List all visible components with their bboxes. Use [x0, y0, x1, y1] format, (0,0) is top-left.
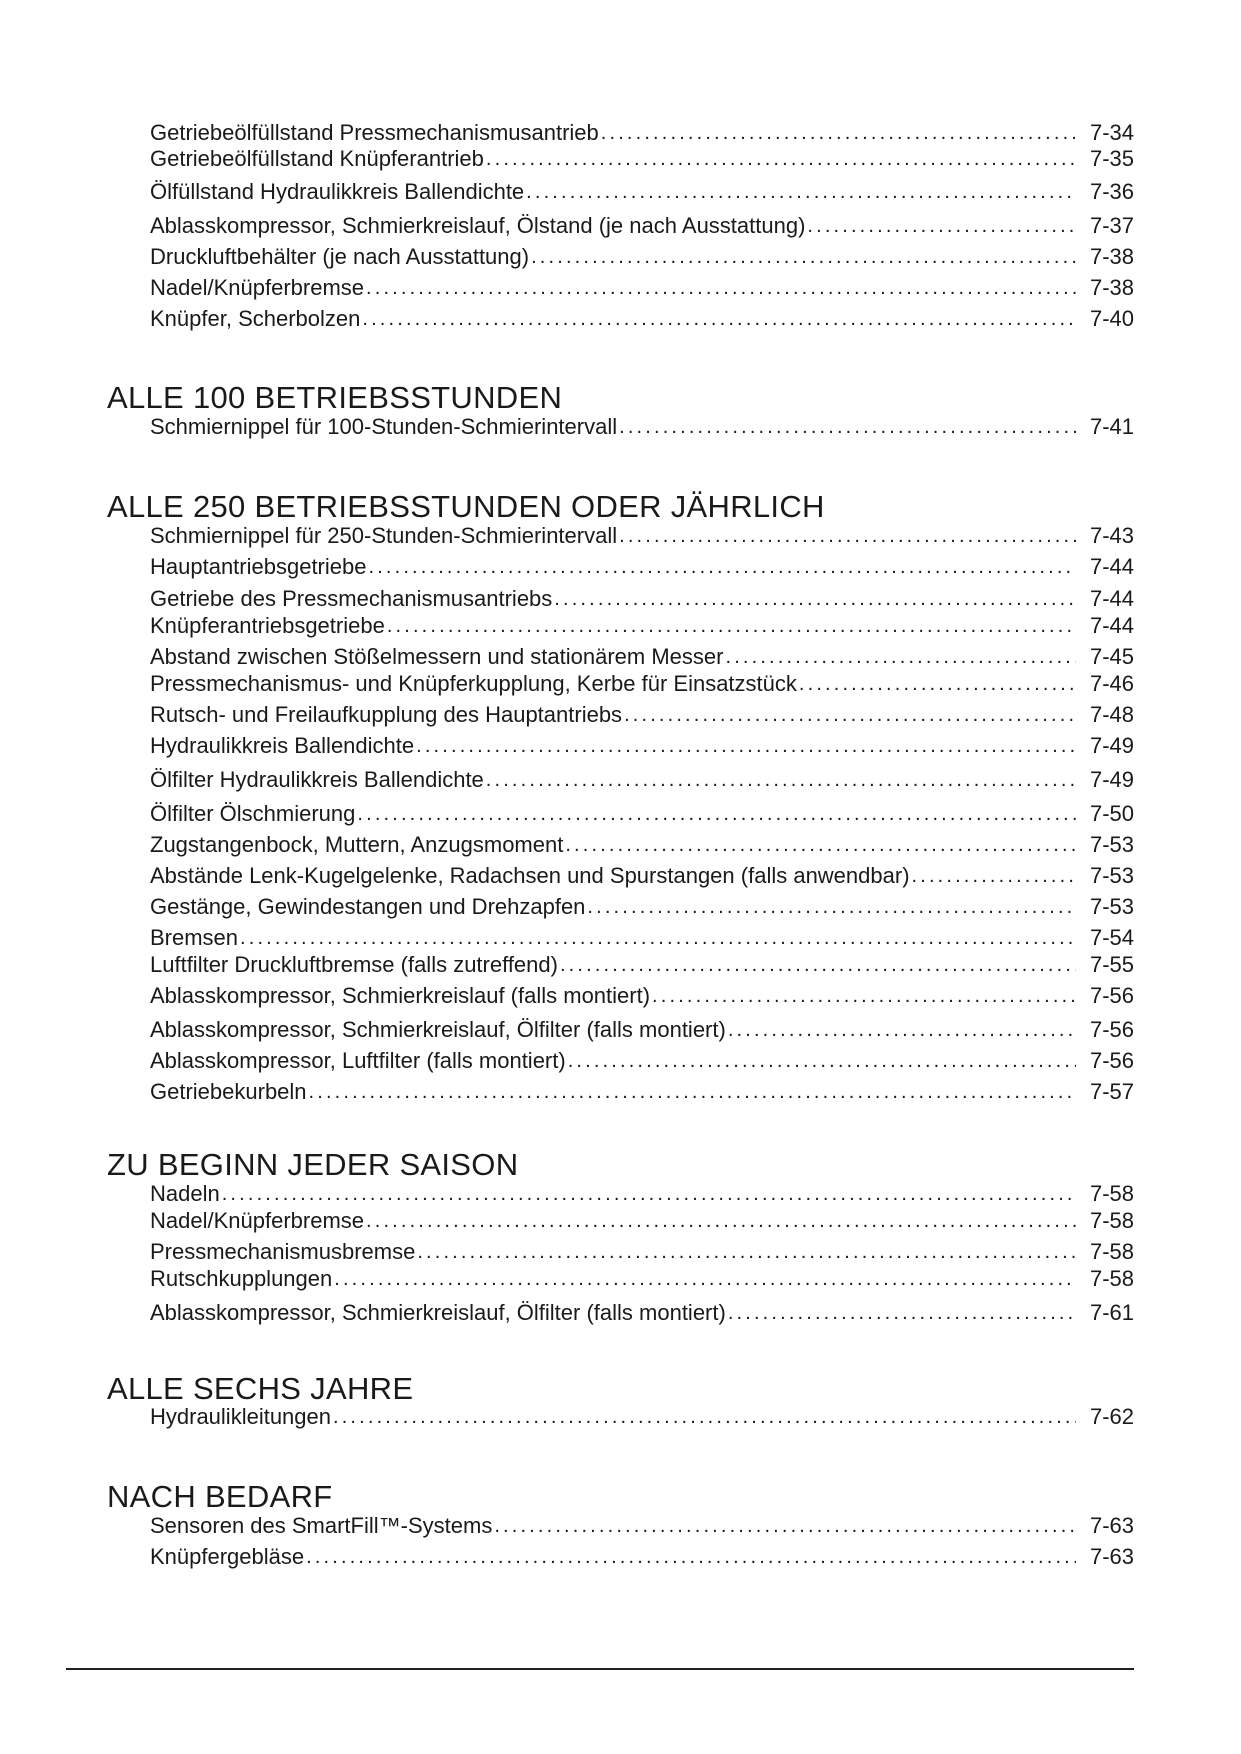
- leader-dots: [526, 179, 1076, 205]
- toc-entry-title: Knüpfergebläse: [150, 1544, 305, 1569]
- toc-entry-page: 7-37: [1089, 213, 1134, 238]
- toc-entry-title: Nadeln: [150, 1181, 220, 1206]
- leader-dots: [334, 1266, 1076, 1292]
- toc-entry-title: Ablasskompressor, Schmierkreislauf, Ölfilter (falls montiert): [150, 1017, 726, 1042]
- leader-dots: [601, 120, 1076, 146]
- toc-entry[interactable]: [150, 1046, 1134, 1074]
- section-heading: ZU BEGINN JEDER SAISON: [107, 1147, 519, 1182]
- toc-entry-page: 7-58: [1089, 1266, 1134, 1291]
- toc-entry[interactable]: [150, 1179, 1134, 1207]
- toc-entry-page: 7-48: [1089, 702, 1134, 727]
- toc-entry[interactable]: [150, 799, 1134, 827]
- toc-entry-page: 7-57: [1089, 1079, 1134, 1104]
- toc-entry[interactable]: [150, 1237, 1134, 1265]
- leader-dots: [728, 1300, 1076, 1326]
- toc-entry-page: 7-54: [1089, 925, 1134, 950]
- leader-dots: [725, 644, 1076, 670]
- toc-entry-title: Luftfilter Druckluftbremse (falls zutreffend): [150, 952, 558, 977]
- toc-entry-page: 7-40: [1089, 306, 1134, 331]
- toc-entry[interactable]: [150, 1077, 1134, 1105]
- toc-entry-page: 7-36: [1089, 179, 1134, 204]
- toc-entry-page: 7-63: [1089, 1513, 1134, 1538]
- toc-entry-title: Ölfilter Ölschmierung: [150, 801, 356, 826]
- toc-entry-title: Getriebe des Pressmechanismusantriebs: [150, 586, 553, 611]
- toc-entry-title: Bremsen: [150, 925, 239, 950]
- section-heading: ALLE SECHS JAHRE: [107, 1371, 414, 1406]
- toc-entry-title: Nadel/Knüpferbremse: [150, 1208, 365, 1233]
- toc-entry-page: 7-35: [1089, 146, 1134, 171]
- leader-dots: [333, 1404, 1076, 1430]
- leader-dots: [306, 1544, 1076, 1570]
- leader-dots: [652, 983, 1076, 1009]
- toc-entry-title: Getriebekurbeln: [150, 1079, 307, 1104]
- toc-entry-title: Ablasskompressor, Schmierkreislauf, Ölstand (je nach Ausstattung): [150, 213, 806, 238]
- leader-dots: [309, 1079, 1076, 1105]
- toc-entry-title: Gestänge, Gewindestangen und Drehzapfen: [150, 894, 586, 919]
- toc-entry-page: 7-61: [1089, 1300, 1134, 1325]
- toc-entry-page: 7-53: [1089, 894, 1134, 919]
- leader-dots: [222, 1181, 1076, 1207]
- toc-entry-title: Ablasskompressor, Luftfilter (falls montiert): [150, 1048, 566, 1073]
- toc-entry-page: 7-58: [1089, 1239, 1134, 1264]
- leader-dots: [619, 414, 1076, 440]
- toc-entry[interactable]: [150, 731, 1134, 759]
- footer-divider: [66, 1668, 1134, 1670]
- toc-entry-title: Pressmechanismusbremse: [150, 1239, 416, 1264]
- toc-entry[interactable]: [150, 861, 1134, 889]
- toc-entry-page: 7-56: [1089, 983, 1134, 1008]
- toc-entry-title: Abstand zwischen Stößelmessern und stationärem Messer: [150, 644, 724, 669]
- toc-entry-page: 7-55: [1089, 952, 1134, 977]
- toc-entry-title: Rutsch- und Freilaufkupplung des Hauptantriebs: [150, 702, 623, 727]
- leader-dots: [799, 671, 1076, 697]
- toc-entry-page: 7-58: [1089, 1181, 1134, 1206]
- toc-entry-page: 7-44: [1089, 586, 1134, 611]
- toc-entry-title: Nadel/Knüpferbremse: [150, 275, 365, 300]
- leader-dots: [587, 894, 1076, 920]
- toc-entry-page: 7-44: [1089, 554, 1134, 579]
- toc-entry[interactable]: [150, 642, 1134, 670]
- toc-entry[interactable]: [150, 950, 1134, 978]
- toc-entry-page: 7-58: [1089, 1208, 1134, 1233]
- toc-entry-title: Ölfüllstand Hydraulikkreis Ballendichte: [150, 179, 525, 204]
- toc-entry-page: 7-38: [1089, 244, 1134, 269]
- leader-dots: [416, 733, 1076, 759]
- toc-entry-title: Schmiernippel für 100-Stunden-Schmierintervall: [150, 414, 618, 439]
- toc-entry-page: 7-46: [1089, 671, 1134, 696]
- toc-entry-title: Hydraulikleitungen: [150, 1404, 331, 1429]
- leader-dots: [531, 244, 1076, 270]
- toc-entry-title: Ablasskompressor, Schmierkreislauf (falls montiert): [150, 983, 651, 1008]
- leader-dots: [568, 1048, 1076, 1074]
- toc-entry[interactable]: [150, 177, 1134, 205]
- toc-entry-title: Ölfilter Hydraulikkreis Ballendichte: [150, 767, 484, 792]
- toc-entry[interactable]: [150, 830, 1134, 858]
- leader-dots: [560, 952, 1076, 978]
- toc-entry[interactable]: [150, 1298, 1134, 1326]
- toc-entry[interactable]: [150, 1542, 1134, 1570]
- leader-dots: [366, 275, 1076, 301]
- leader-dots: [362, 306, 1076, 332]
- leader-dots: [565, 832, 1076, 858]
- leader-dots: [728, 1017, 1076, 1043]
- toc-entry-page: 7-43: [1089, 523, 1134, 548]
- toc-entry-page: 7-49: [1089, 733, 1134, 758]
- toc-entry[interactable]: [150, 552, 1134, 580]
- leader-dots: [366, 1208, 1076, 1234]
- toc-entry-page: 7-50: [1089, 801, 1134, 826]
- toc-entry-page: 7-62: [1089, 1404, 1134, 1429]
- toc-entry-page: 7-45: [1089, 644, 1134, 669]
- toc-entry-page: 7-34: [1089, 120, 1134, 145]
- toc-entry-page: 7-56: [1089, 1048, 1134, 1073]
- leader-dots: [554, 586, 1076, 612]
- toc-entry[interactable]: [150, 1206, 1134, 1234]
- leader-dots: [494, 1513, 1076, 1539]
- toc-entry[interactable]: [150, 521, 1134, 549]
- toc-entry-title: Hydraulikkreis Ballendichte: [150, 733, 415, 758]
- toc-entry[interactable]: [150, 1015, 1134, 1043]
- leader-dots: [368, 554, 1076, 580]
- leader-dots: [240, 925, 1076, 951]
- leader-dots: [357, 801, 1076, 827]
- toc-entry-title: Getriebeölfüllstand Knüpferantrieb: [150, 146, 484, 171]
- leader-dots: [912, 863, 1076, 889]
- toc-entry[interactable]: [150, 611, 1134, 639]
- toc-entry-title: Knüpferantriebsgetriebe: [150, 613, 385, 638]
- toc-entry-title: Sensoren des SmartFill™-Systems: [150, 1513, 493, 1538]
- leader-dots: [387, 613, 1076, 639]
- toc-entry[interactable]: [150, 669, 1134, 697]
- leader-dots: [807, 213, 1076, 239]
- toc-entry[interactable]: [150, 1402, 1134, 1430]
- section-heading: NACH BEDARF: [107, 1479, 333, 1514]
- toc-entry-page: 7-63: [1089, 1544, 1134, 1569]
- leader-dots: [417, 1239, 1076, 1265]
- toc-entry-title: Ablasskompressor, Schmierkreislauf, Ölfilter (falls montiert): [150, 1300, 726, 1325]
- toc-entry[interactable]: [150, 1264, 1134, 1292]
- toc-entry-title: Knüpfer, Scherbolzen: [150, 306, 361, 331]
- toc-entry[interactable]: [150, 923, 1134, 951]
- toc-entry-title: Pressmechanismus- und Knüpferkupplung, Kerbe für Einsatzstück: [150, 671, 797, 696]
- toc-entry[interactable]: [150, 273, 1134, 301]
- toc-entry-title: Druckluftbehälter (je nach Ausstattung): [150, 244, 530, 269]
- toc-entry[interactable]: [150, 981, 1134, 1009]
- toc-entry-title: Schmiernippel für 250-Stunden-Schmierintervall: [150, 523, 618, 548]
- toc-entry[interactable]: [150, 304, 1134, 332]
- leader-dots: [619, 523, 1076, 549]
- toc-entry-page: 7-44: [1089, 613, 1134, 638]
- toc-entry[interactable]: [150, 892, 1134, 920]
- section-heading: ALLE 250 BETRIEBSSTUNDEN ODER JÄHRLICH: [107, 489, 825, 524]
- toc-entry[interactable]: [150, 700, 1134, 728]
- section-heading: ALLE 100 BETRIEBSSTUNDEN: [107, 380, 563, 415]
- toc-entry-title: Getriebeölfüllstand Pressmechanismusantrieb: [150, 120, 599, 145]
- toc-entry[interactable]: [150, 242, 1134, 270]
- toc-entry-page: 7-53: [1089, 832, 1134, 857]
- toc-entry-page: 7-49: [1089, 767, 1134, 792]
- toc-entry-page: 7-41: [1089, 414, 1134, 439]
- toc-entry-title: Abstände Lenk-Kugelgelenke, Radachsen und Spurstangen (falls anwendbar): [150, 863, 910, 888]
- toc-entry[interactable]: [150, 211, 1134, 239]
- toc-entry[interactable]: [150, 765, 1134, 793]
- toc-entry-page: 7-53: [1089, 863, 1134, 888]
- leader-dots: [486, 146, 1076, 172]
- toc-entry-page: 7-38: [1089, 275, 1134, 300]
- leader-dots: [624, 702, 1076, 728]
- leader-dots: [486, 767, 1076, 793]
- toc-entry-title: Hauptantriebsgetriebe: [150, 554, 367, 579]
- toc-entry[interactable]: [150, 584, 1134, 612]
- toc-entry[interactable]: [150, 1511, 1134, 1539]
- toc-entry[interactable]: [150, 412, 1134, 440]
- toc-entry-title: Rutschkupplungen: [150, 1266, 333, 1291]
- toc-entry-page: 7-56: [1089, 1017, 1134, 1042]
- toc-entry[interactable]: [150, 118, 1134, 146]
- toc-entry[interactable]: [150, 144, 1134, 172]
- toc-entry-title: Zugstangenbock, Muttern, Anzugsmoment: [150, 832, 564, 857]
